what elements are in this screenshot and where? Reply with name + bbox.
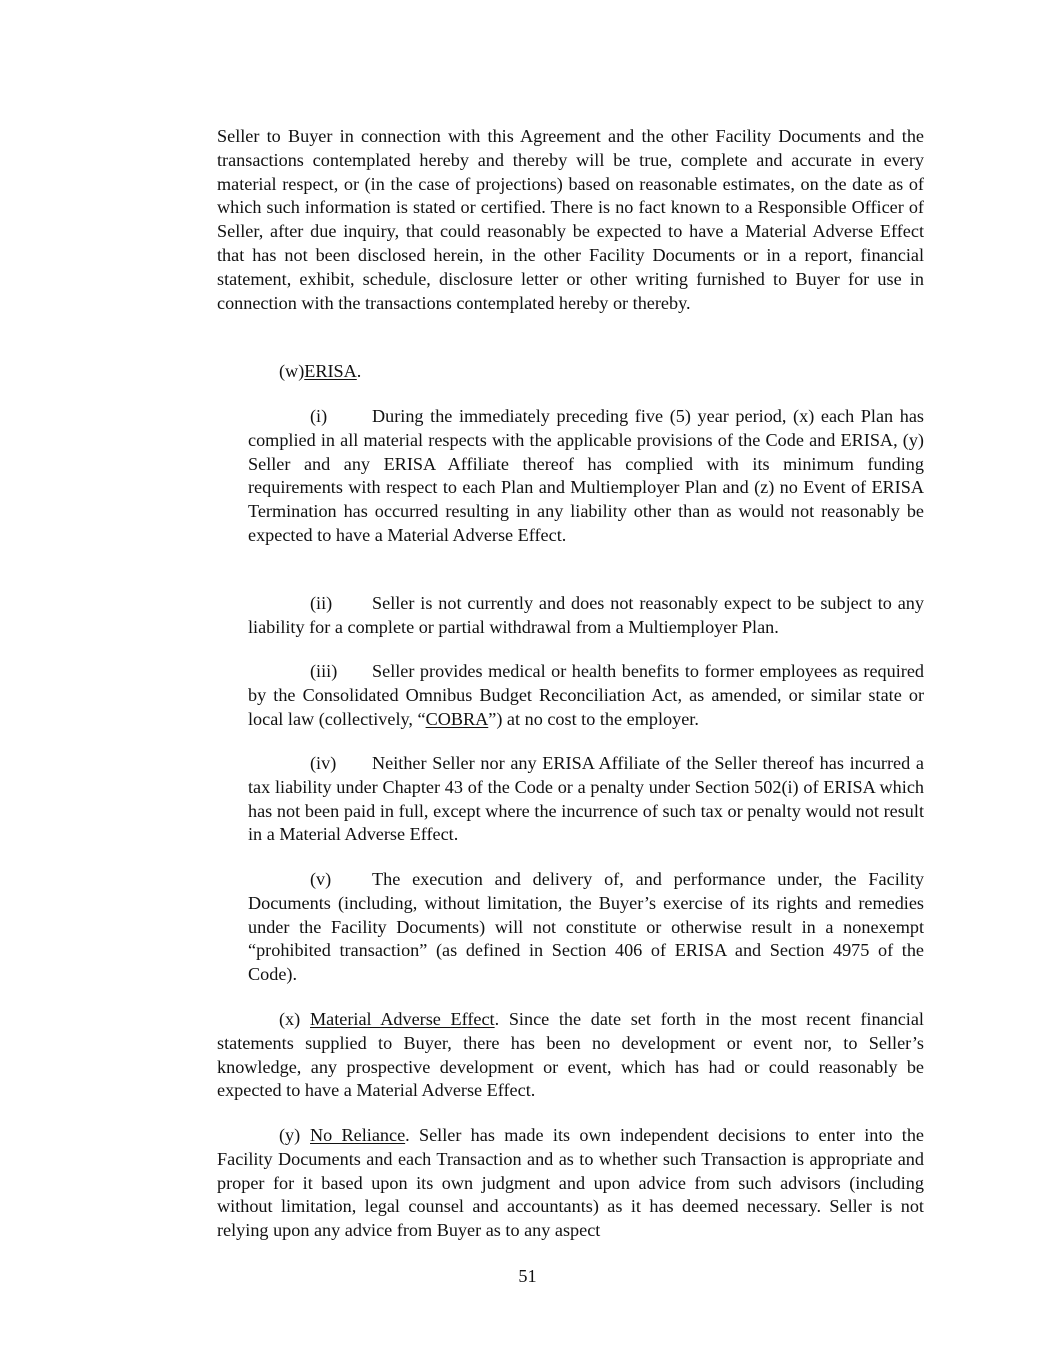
- section-x-number: (x): [279, 1009, 301, 1029]
- section-w-title-suffix: .: [356, 361, 362, 381]
- item-text-after: ”) at no cost to the employer.: [488, 708, 699, 729]
- section-y-paragraph: [217, 1124, 924, 1243]
- section-y-number: (y): [279, 1125, 301, 1145]
- item-number: (v): [310, 869, 332, 889]
- item-text: Neither Seller nor any ERISA Affiliate of the Seller thereof has incurred a tax liability under Chapter 43 of the Code or a penalty under Section 502(i) of ERISA which has not been paid in full, except where the incurrence of such tax or penalty would not result in a Material Adverse Effect.: [248, 753, 924, 845]
- item-number: (iv): [310, 753, 337, 773]
- section-w-heading: [279, 360, 361, 384]
- section-w-item-v: [248, 868, 924, 987]
- item-text: The execution and delivery of, and performance under, the Facility Documents (including, without limitation, the Buyer’s exercise of its rights and remedies under the Facility Documents) will not constitute or otherwise result in a nonexempt “prohibited transaction” (as defined in Section 406 of ERISA and Section 4975 of the Code).: [248, 869, 924, 985]
- item-text: During the immediately preceding five (5) year period, (x) each Plan has complied in all material respects with the applicable provisions of the Code and ERISA, (y) Seller and any ERISA Affiliate thereof has complied with its minimum funding requirements with respect to each Plan and Multiemployer Plan and (z) no Event of ERISA Termination has occurred resulting in any liability other than as would not reasonably be expected to have a Material Adverse Effect.: [248, 406, 924, 545]
- item-text: Seller is not currently and does not reasonably expect to be subject to any liability for a complete or partial withdrawal from a Multiemployer Plan.: [248, 593, 924, 637]
- item-number: (ii): [310, 593, 333, 613]
- item-text-before: Seller provides medical or health benefits to former employees as required by the Consolidated Omnibus Budget Reconciliation Act, as amended, or similar state or local law (collectively, “: [248, 661, 924, 729]
- section-y-title: No Reliance: [310, 1125, 406, 1145]
- defined-term-cobra: COBRA: [425, 708, 489, 729]
- section-x-title: Material Adverse Effect: [310, 1009, 495, 1029]
- page-number: 51: [518, 1266, 537, 1286]
- section-w-item-iii: [248, 660, 924, 731]
- section-y-text: . Seller has made its own independent decisions to enter into the Facility Documents and each Transaction and as to whether such Transaction is appropriate and proper for it based upon its own judgment and upon advice from such advisors (including without limitation, legal counsel and accountants) as it has deemed necessary. Seller is not relying upon any advice from Buyer as to any aspect: [217, 1125, 924, 1241]
- item-number: (i): [310, 406, 328, 426]
- section-w-title: ERISA: [304, 361, 357, 381]
- section-w-number: (w): [279, 361, 305, 381]
- section-w-item-ii: [248, 592, 924, 640]
- section-x-text: . Since the date set forth in the most recent financial statements supplied to Buyer, there has been no development or event nor, to Seller’s knowledge, any prospective development or event, which has had or could reasonably be expected to have a Material Adverse Effect.: [217, 1009, 924, 1101]
- section-x-paragraph: [217, 1008, 924, 1103]
- opening-paragraph: Seller to Buyer in connection with this Agreement and the other Facility Documents and the transactions contemplated hereby and thereby will be true, complete and accurate in every material respect, or (in the case of projections) based on reasonable estimates, on the date as of which such information is stated or certified. There is no fact known to a Responsible Officer of Seller, after due inquiry, that could reasonably be expected to have a Material Adverse Effect that has not been disclosed herein, in the other Facility Documents or in a report, financial statement, exhibit, schedule, disclosure letter or other writing furnished to Buyer for use in connection with the transactions contemplated hereby or thereby.: [217, 126, 924, 313]
- section-w-item-i: [248, 405, 924, 548]
- section-w-item-iv: [248, 752, 924, 847]
- item-number: (iii): [310, 661, 338, 681]
